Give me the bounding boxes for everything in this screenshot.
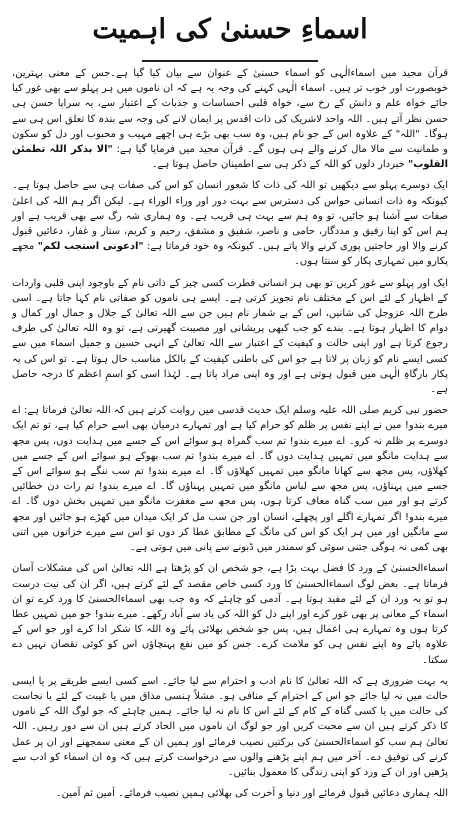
paragraph-text: اسماءالحسنیٰ کے ورد کا فضل بہت بڑا ہے، جو شخص ان کو پڑھتا ہے اللہ تعالیٰ اس کی مشکلات آسان فرماتا ہے۔ بعض لوگ اسماءالحسنیٰ کا ورد کسی خاص مقصد کے لئے کرتے ہیں، اگر ان کی نیت درست ہو تو یہ ورد ان کے لئے مفید ہوتا ہے۔ آدمی کو چاہئے کہ وہ جب بھی اسماءالحسنیٰ کا ورد کرے تو ان اسماء کے معانی پر بھی غور کرے اور اپنے دل کو اللہ کی یاد سے آباد رکھے۔ میرے بندو! جو میں تمہیں عطا کرتا ہوں وہ تمہارے ہی اعمال ہیں، پس جو شخص بھلائی پائے وہ اللہ کا شکر ادا کرے اور جو اس کے علاوہ پائے وہ اپنے نفس ہی کو ملامت کرے۔ جس کو میں نفع پہنچاؤں اس کو کوئی نقصان نہیں دے سکتا۔ xyxy=(12,563,448,666)
paragraph xyxy=(12,276,448,398)
paragraph-text: قرآن مجید میں اسماءالٰہی کو اسماء حسنیٰ کے عنوان سے بیان کیا گیا ہے۔جس کے معنی بہترین، خوبصورت اور خوب تر ہیں۔ اسماء الٰہی کہنے کی وجہ یہ ہے کہ ان ناموں میں ہر پہلو سے بھی غور کیا جائے خواہ علم و دانش کے رخ سے، خواہ قلبی احساسات و جذبات کے اعتبار سے، یہ سراپا حسن ہی حسن نظر آتے ہیں۔ اللہ واحد لاشریک کی ذات اقدس پر ایمان لانے کی وجہ سے بندہ کا تعلق اس ہی سے ہوگا۔ "اللہ" کے علاوہ اس کے جو نام ہیں، وہ سب بھی بڑے ہی اچھے مہیب و محبوب اور دل کو سکون و طمانیت سے مالا مال کرنے والے ہی ہوں گے۔ قرآن مجید میں فرمایا گیا ہے: xyxy=(12,68,448,156)
paragraph xyxy=(12,674,448,780)
paragraph xyxy=(12,561,448,667)
paragraph xyxy=(12,178,448,269)
paragraph-text: خبردار دلوں کو اللہ کے ذکر ہی سے اطمینان حاصل ہوتا ہے۔ xyxy=(151,159,408,171)
paragraph-text: حضور نبی کریم صلی اللہ علیہ وسلم ایک حدیث قدسی میں روایت کرتے ہیں کہ اللہ تعالیٰ فرماتا ہے: اے میرے بندو! میں نے اپنے نفس پر ظلم کو حرام کیا ہے اور تمہارے درمیان بھی اسے حرام کیا ہے، تو تم ایک دوسرے پر ظلم نہ کرو۔ اے میرے بندو! تم سب گمراہ ہو سوائے اس کے جسے میں ہدایت دوں، پس مجھ سے ہدایت مانگو میں تمہیں ہدایت دوں گا۔ اے میرے بندو! تم سب بھوکے ہو سوائے اس کے جسے میں کھلاؤں، پس مجھ سے کھانا مانگو میں تمہیں کھلاؤں گا۔ اے میرے بندو! تم سب ننگے ہو سوائے اس کے جسے میں پہناؤں، پس مجھ سے لباس مانگو میں تمہیں پہناؤں گا۔ اے میرے بندو! تم رات دن خطائیں کرتے ہو اور میں سب گناہ معاف کرتا ہوں، پس مجھ سے مغفرت مانگو میں تمہیں بخش دوں گا۔ اے میرے بندو! اگر تمہارے اگلے اور پچھلے، انسان اور جن سب مل کر ایک میدان میں کھڑے ہو جائیں اور مجھ سے مانگیں اور میں ہر ایک کو اس کی مانگ کے مطابق عطا کر دوں تو اس سے میرے خزانوں میں اتنی بھی کمی نہ ہوگی جتنی سوئی کو سمندر میں ڈبونے سے پانی میں ہوتی ہے۔ xyxy=(12,405,448,554)
highlighted-quote: "الا بذکر اللہ تطمئن القلوب" xyxy=(12,144,448,171)
page-title: اسماءِ حسنیٰ کی اہمیت xyxy=(92,14,368,45)
paragraph xyxy=(12,786,448,801)
paragraph xyxy=(12,403,448,555)
paragraph-text: اللہ ہماری دعائیں قبول فرمائے اور دنیا و آخرت کی بھلائی ہمیں نصیب فرمائے۔ آمین ثم آمین۔ xyxy=(55,788,448,800)
paragraph-text: ایک اور پہلو سے غور کریں تو بھی ہر انسانی فطرت کسی چیز کے ذاتی نام کے باوجود اپنی قلبی واردات کے اظہار کے لئے اس کے مختلف نام تجویز کرتی ہے۔ ایسے ہی ناموں کو صفاتی نام کہا جاتا ہے۔ اسی طرح اللہ عزوجل کی شانیں، اس کے بے شمار نام ہیں جن سے اللہ تعالیٰ کے جلال و جمال اور کمال و دوام کا اظہار ہوتا ہے۔ بندے کو جب کبھی پریشانی اور مصیبت گھیرتی ہے، تو وہ اللہ تعالیٰ کی طرف رجوع کرتا ہے اور اپنی حالت و کیفیت کے اعتبار سے اللہ تعالیٰ کے انہی حسین و جمیل اسماء میں سے کسی ایسے نام کو زبان پر لاتا ہے جو اس کی باطنی کیفیت کے بالکل مناسب حال ہوتا ہے۔ تو اس کی یہ پکار بارگاہِ الٰہی میں قبول ہوتی ہے اور وہ اپنی مراد پاتا ہے۔ لہٰذا اسی کو اسمِ اعظم کا درجہ حاصل ہے۔ xyxy=(12,277,448,396)
paragraph-text: ایک دوسرے پہلو سے دیکھیں تو اللہ کی ذات کا شعور انسان کو اس کی صفات ہی سے حاصل ہوتا ہے۔ کیونکہ وہ ذات انسانی حواس کی دسترس سے بہت دور اور وراء الوراء ہے۔ لیکن اگر ہم اللہ کی اعلیٰ صفات سے آشنا ہو جائیں، تو وہ ہم سے بہت ہی قریب ہے۔ وہ ہماری شہ رگ سے بھی قریب ہے اور ہم اس کو اپنا رفیق و مددگار، حامی و ناصر، شفیق و مشفق، رحیم و کریم، ستار و غفار، دعائیں قبول کرنے والا اور حاجتیں پوری کرنے والا پاتے ہیں۔ کیونکہ وہ خود فرماتا ہے: xyxy=(12,180,448,253)
highlighted-quote: "ادعونی استجب لکم" xyxy=(37,241,144,253)
article-body xyxy=(12,66,448,801)
paragraph xyxy=(12,66,448,172)
title-underline xyxy=(142,60,318,62)
title-area xyxy=(12,8,448,66)
paragraph-text: یہ بہت ضروری ہے کہ اللہ تعالیٰ کا نام ادب و احترام سے لیا جائے۔ اسے کسی ایسے طریقے پر یا ایسی حالت میں نہ لیا جائے جو اس کے احترام کے منافی ہو۔ مشلاً ہنسی مذاق میں یا غیبت کے لئے یا نجاست کی حالت میں یا کسی گناہ کے کام کے لئے اس کا نام نہ لیا جائے۔ ہمیں چاہئے کہ جو لوگ اللہ کے ناموں کا ذکر کرتے ہیں ان سے محبت کریں اور جو لوگ ان ناموں میں الحاد کرتے ہیں ان سے دور رہیں۔ اللہ تعالیٰ ہم سب کو اسماءالحسنیٰ کی برکتیں نصیب فرمائے اور ہمیں ان کے معنی سمجھنے اور ان پر عمل کرنے کی توفیق دے۔ آخر میں ہم اپنے پڑھنے والوں سے درخواست کرتے ہیں کہ وہ ان اسماء کو ادب سے پڑھیں اور ان کے ورد کو اپنی زندگی کا معمول بنائیں۔ xyxy=(12,675,448,778)
paragraph-text: مجھے پکارو میں تمہاری پکار کو سنتا ہوں۔ xyxy=(12,241,448,268)
